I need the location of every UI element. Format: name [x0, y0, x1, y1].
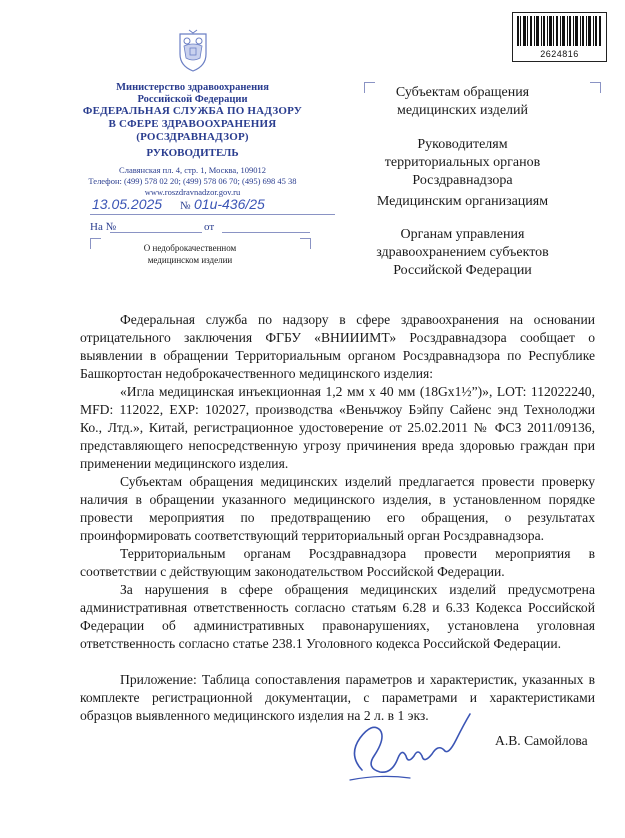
addressee-block: [350, 226, 575, 280]
attachment-note: Приложение: Таблица сопоставления параметров и характеристик, указанных в комплекте регистрационной документации, с параметрами и характеристиками образцов выявленного медицинского изделия на 2 л. в 1 экз.: [80, 672, 595, 723]
address-line: Телефон: (499) 578 02 20; (499) 578 06 70; (495) 698 45 38: [88, 176, 297, 186]
addressee-line: здравоохранением субъектов: [376, 245, 549, 260]
reference-date-line: [222, 232, 310, 233]
subject-line: медицинском изделии: [147, 255, 233, 265]
letter-body: [80, 311, 595, 725]
outgoing-rule: [90, 214, 335, 215]
signer-name: А.В. Самойлова: [495, 733, 588, 748]
body-paragraph: Территориальным органам Росздравнадзора провести мероприятия в соответствии с действующим законодательством Российской Федерации.: [80, 546, 595, 579]
ministry-line: Министерство здравоохранения: [116, 82, 269, 93]
addressee-line: Органам управления: [400, 227, 525, 242]
outgoing-number-label: №: [180, 200, 191, 212]
outgoing-date: 13.05.2025: [92, 196, 163, 212]
addressee-corner-right: [590, 82, 601, 93]
agency-line: В СФЕРЕ ЗДРАВООХРАНЕНИЯ: [108, 118, 277, 130]
barcode-bars: [517, 16, 602, 46]
subject-corner-right: [300, 238, 311, 249]
body-paragraph: За нарушения в сфере обращения медицинских изделий предусмотрена административная ответственность согласно статьям 6.28 и 6.33 Кодекса Российской Федерации об административных правонарушениях, установлена уголовная ответственность согласно статье 238.1 Уголовного кодекса Российской Федерации.: [80, 582, 595, 651]
agency-address: [60, 165, 325, 198]
reference-number-label: На №: [90, 221, 117, 233]
addressee-block: [350, 193, 575, 211]
position-title: РУКОВОДИТЕЛЬ: [146, 147, 239, 159]
addressee-line: Руководителям: [417, 137, 508, 152]
addressee-line: Субъектам обращения: [395, 85, 530, 100]
agency-name: [60, 105, 325, 144]
body-paragraph: Федеральная служба по надзору в сфере здравоохранения на основании отрицательного заключения ФГБУ «ВНИИИМТ» Росздравнадзора сообщает о выявлении в обращении Территориальным органом Росздравнадзора по Республике Башкортостан недоброкачественного медицинского изделия:: [80, 312, 595, 381]
addressee-line: медицинских изделий: [396, 103, 529, 118]
ministry-line: Российской Федерации: [137, 94, 248, 105]
subject: [110, 242, 270, 266]
coat-of-arms-emblem: [175, 28, 211, 72]
body-paragraph: Субъектам обращения медицинских изделий предлагается провести проверку наличия в обращении указанного медицинского изделия, в установленном порядке провести мероприятия по предотвращению его обращения, о результатах проинформировать соответствующий территориальный орган Росздравнадзора.: [80, 474, 595, 543]
addressee-line: территориальных органов: [384, 155, 541, 170]
website: www.roszdravnadzor.gov.ru: [144, 187, 241, 197]
barcode: [512, 12, 607, 62]
reference-number-line: [110, 232, 202, 233]
addressee-block: [350, 84, 575, 120]
addressee-block: [350, 136, 575, 190]
body-paragraph: «Игла медицинская инъекционная 1,2 мм х 40 мм (18Gx1½”)», LOT: 112022240, MFD: 112022, EXP: 102027, производства «Веньчжоу Бэйпу Сайенс энд Технолоджи Ко., Лтд.», Китай, регистрационное удостоверение от 25.02.2011 № ФСЗ 2011/09136, представляющего непосредственную угрозу причинения вреда здоровью граждан при применении медицинского изделия.: [80, 384, 595, 471]
ministry-name: [60, 82, 325, 106]
handwritten-signature: [340, 700, 480, 790]
address-line: Славянская пл. 4, стр. 1, Москва, 109012: [119, 165, 266, 175]
subject-line: О недоброкачественном: [143, 243, 237, 253]
reference-date-label: от: [204, 221, 215, 233]
outgoing-number: 01и-436/25: [194, 196, 265, 212]
agency-line: ФЕДЕРАЛЬНАЯ СЛУЖБА ПО НАДЗОРУ: [82, 105, 303, 117]
addressee-line: Росздравнадзора: [412, 173, 513, 188]
subject-corner-left: [90, 238, 101, 249]
addressee-line: Медицинским организациям: [376, 194, 549, 209]
barcode-number: 2624816: [540, 49, 579, 59]
agency-line: (РОСЗДРАВНАДЗОР): [136, 131, 249, 143]
addressee-line: Российской Федерации: [393, 263, 532, 278]
